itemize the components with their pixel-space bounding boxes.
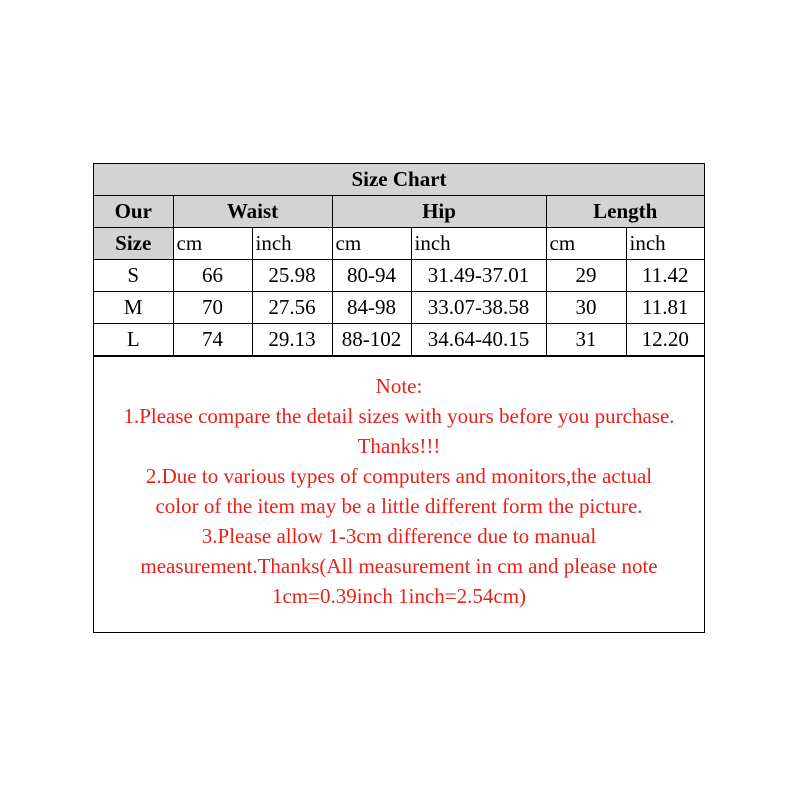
size-label: L — [94, 324, 173, 356]
header-hip: Hip — [332, 196, 546, 228]
table-row — [94, 292, 704, 324]
note-line: 1.Please compare the detail sizes with yours before you purchase. — [123, 404, 675, 428]
note-line: measurement.Thanks(All measurement in cm and please note — [140, 554, 658, 578]
size-label: S — [94, 260, 173, 292]
header-length: Length — [546, 196, 704, 228]
note-line: 1cm=0.39inch 1inch=2.54cm) — [271, 584, 527, 608]
note-line: 3.Please allow 1-3cm difference due to manual — [201, 524, 597, 548]
waist-inch-value: 25.98 — [252, 260, 332, 292]
table-row — [94, 324, 704, 356]
waist-inch-value: 27.56 — [252, 292, 332, 324]
unit-waist-inch: inch — [252, 228, 332, 260]
unit-hip-inch: inch — [411, 228, 546, 260]
size-label: M — [94, 292, 173, 324]
waist-cm-value: 74 — [173, 324, 252, 356]
hip-inch-value: 31.49-37.01 — [411, 260, 546, 292]
unit-hip-cm: cm — [332, 228, 411, 260]
size-chart — [93, 163, 705, 633]
notes-panel — [94, 356, 704, 638]
length-inch-value: 11.81 — [626, 292, 704, 324]
group-header-row — [94, 196, 704, 228]
note-line: Thanks!!! — [357, 434, 441, 458]
table-title: Size Chart — [94, 164, 704, 196]
waist-inch-value: 29.13 — [252, 324, 332, 356]
unit-header-row — [94, 228, 704, 260]
unit-length-cm: cm — [546, 228, 626, 260]
header-our: Our — [94, 196, 173, 228]
table-row — [94, 260, 704, 292]
length-inch-value: 12.20 — [626, 324, 704, 356]
header-size: Size — [94, 228, 173, 260]
waist-cm-value: 66 — [173, 260, 252, 292]
length-cm-value: 30 — [546, 292, 626, 324]
unit-length-inch: inch — [626, 228, 704, 260]
length-cm-value: 31 — [546, 324, 626, 356]
note-line: 2.Due to various types of computers and monitors,the actual — [145, 464, 653, 488]
note-heading: Note: — [375, 374, 423, 398]
unit-waist-cm: cm — [173, 228, 252, 260]
hip-inch-value: 33.07-38.58 — [411, 292, 546, 324]
note-line: color of the item may be a little different form the picture. — [155, 494, 643, 518]
hip-inch-value: 34.64-40.15 — [411, 324, 546, 356]
hip-cm-value: 88-102 — [332, 324, 411, 356]
length-cm-value: 29 — [546, 260, 626, 292]
waist-cm-value: 70 — [173, 292, 252, 324]
hip-cm-value: 84-98 — [332, 292, 411, 324]
hip-cm-value: 80-94 — [332, 260, 411, 292]
length-inch-value: 11.42 — [626, 260, 704, 292]
header-waist: Waist — [173, 196, 332, 228]
title-row — [94, 164, 704, 196]
size-table — [94, 164, 704, 356]
